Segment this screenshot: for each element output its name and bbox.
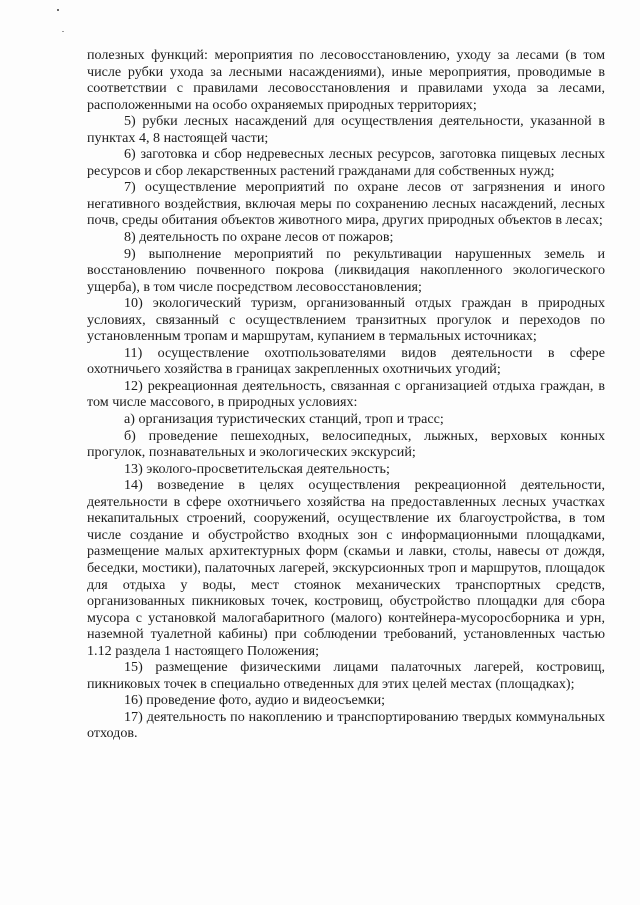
scan-speck: [57, 9, 59, 11]
sub-item-b: б) проведение пешеходных, велосипедных, лыжных, верховых конных прогулок, познавательных и экологических экскурсий;: [87, 427, 605, 461]
list-item-12: 12) рекреационная деятельность, связанная с организацией отдыха граждан, в том числе массового, в природных условиях:: [87, 377, 605, 411]
scan-speck: [62, 31, 64, 32]
list-item-9: 9) выполнение мероприятий по рекультивации нарушенных земель и восстановлению почвенного покрова (ликвидация накопленного экологического ущерба), в том числе посредством лесовосстановления;: [87, 245, 605, 295]
list-item-13: 13) эколого-просветительская деятельность;: [124, 460, 390, 477]
list-item-17: 17) деятельность по накоплению и транспортированию твердых коммунальных отходов.: [87, 708, 605, 742]
list-item-5: 5) рубки лесных насаждений для осуществления деятельности, указанной в пунктах 4, 8 настоящей части;: [87, 113, 605, 146]
list-item-14: 14) возведение в целях осуществления рекреационной деятельности, деятельности в сфере охотничьего хозяйства на предоставленных лесных участках некапитальных строений, сооружений, осуществление их благоустройства, в том числе создание и обустройство входных зон с информационными площадками, размещение малых архитектурных форм (скамьи и лавки, столы, навесы от дождя, беседки, мостики), палаточных лагерей, экскурсионных троп и маршрутов, площадок для отдыха у воды, мест стоянок механических транспортных средств, организованных пикниковых точек, костровищ, обустройство площадки для сбора мусора с установкой малогабаритного (малого) контейнера-мусоросборника и урн, наземной туалетной кабины) при соблюдении требований, установленных частью 1.12 раздела 1 настоящего Положения;: [87, 477, 605, 659]
list-item-6: 6) заготовка и сбор недревесных лесных ресурсов, заготовка пищевых лесных ресурсов и сбор лекарственных растений гражданами для собственных нужд;: [87, 146, 605, 179]
document-body: [87, 47, 605, 742]
list-item-7: 7) осуществление мероприятий по охране лесов от загрязнения и иного негативного воздействия, включая меры по сохранению лесных насаждений, лесных почв, среды обитания объектов животного мира, других природных объектов в лесах;: [87, 179, 605, 229]
sub-item-a: а) организация туристических станций, троп и трасс;: [124, 411, 444, 428]
list-item-8: 8) деятельность по охране лесов от пожаров;: [124, 229, 394, 246]
list-item-15: 15) размещение физическими лицами палаточных лагерей, костровищ, пикниковых точек в специально отведенных для этих целей местах (площадках);: [87, 659, 605, 692]
paragraph-continuation: полезных функций: мероприятия по лесовосстановлению, уходу за лесами (в том числе рубки ухода за лесными насаждениями), иные мероприятия, проводимые в соответствии с правилами лесовосстановления и правилами ухода за лесами, расположенными на особо охраняемых природных территориях;: [87, 47, 605, 113]
list-item-11: 11) осуществление охотпользователями видов деятельности в сфере охотничьего хозяйства в границах закрепленных охотничьих угодий;: [87, 344, 605, 378]
list-item-10: 10) экологический туризм, организованный отдых граждан в природных условиях, связанный с осуществлением транзитных прогулок и переходов по установленным тропам и маршрутам, купанием в термальных источниках;: [87, 295, 605, 345]
list-item-16: 16) проведение фото, аудио и видеосъемки;: [124, 692, 386, 709]
